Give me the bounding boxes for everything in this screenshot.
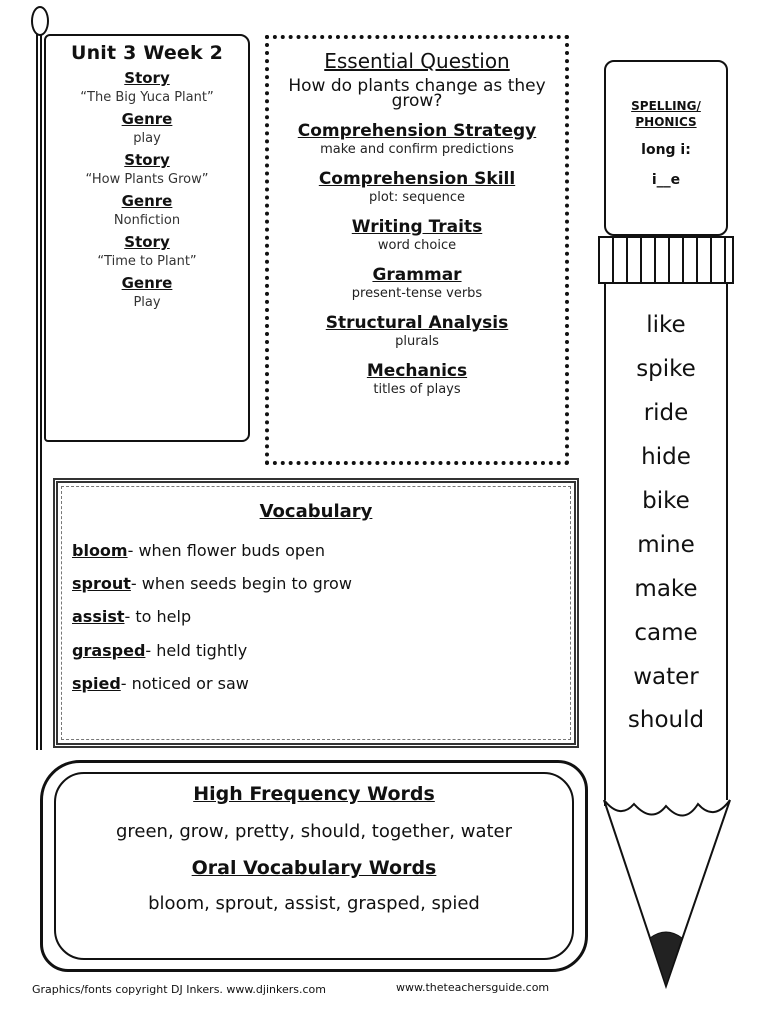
high-frequency-inner-border [54,772,574,960]
section-mechanics: Mechanics titles of plays [366,361,468,397]
phonics-pattern: i__e [651,172,681,188]
vocabulary-title: Vocabulary [259,501,373,522]
high-frequency-words: green, grow, pretty, should, together, water [115,821,513,842]
section-structural-analysis: Structural Analysis plurals [325,313,509,349]
flag-item: Genre Nonfiction [113,192,181,228]
oral-vocabulary-title: Oral Vocabulary Words [191,857,437,879]
vocab-item: sprout- when seeds begin to grow [72,574,352,593]
flag-item: Genre play [121,110,173,146]
flag-item: Story “How Plants Grow” [85,151,209,187]
spelling-word: make [634,576,698,602]
flag-item: Story “Time to Plant” [97,233,197,269]
spelling-word: hide [641,444,691,470]
flag-pole [36,10,42,750]
section-writing-traits: Writing Traits word choice [351,217,483,253]
source-url: www.theteachersguide.com [396,981,550,994]
essential-question-text: How do plants change as they grow? [288,76,546,111]
spelling-word: came [634,620,698,646]
spelling-word: water [633,664,699,690]
flag-item: Story “The Big Yuca Plant” [80,69,214,105]
spelling-word: bike [642,488,690,514]
high-frequency-title: High Frequency Words [193,783,435,805]
spelling-heading: SPELLING/ PHONICS [631,99,701,129]
spelling-word: ride [643,400,689,426]
spelling-word: spike [636,356,696,382]
vocab-item: grasped- held tightly [72,641,248,660]
flag-item: Genre Play [121,274,173,310]
spelling-word: like [646,312,686,338]
section-comprehension-strategy: Comprehension Strategy make and confirm predictions [297,121,537,157]
spelling-word: should [627,707,705,733]
essential-question-title: Essential Question [324,49,510,73]
pencil-eraser [604,60,728,236]
oral-vocabulary-words: bloom, sprout, assist, grasped, spied [148,893,480,914]
section-comprehension-skill: Comprehension Skill plot: sequence [318,169,516,205]
copyright-text: Graphics/fonts copyright DJ Inkers. www.djinkers.com [32,983,326,996]
unit-flag [44,34,250,442]
vocab-item: spied- noticed or saw [72,674,249,693]
phonics-label: long i: [641,142,691,158]
pencil-tip [600,790,734,990]
flag-pole-top [31,6,49,36]
unit-title: Unit 3 Week 2 [70,42,224,64]
pencil-band [598,236,734,284]
essential-question-box [265,35,569,465]
vocab-item: bloom- when flower buds open [72,541,326,560]
vocab-item: assist- to help [72,607,192,626]
section-grammar: Grammar present-tense verbs [351,265,483,301]
vocabulary-box [53,478,579,748]
spelling-word: mine [637,532,695,558]
